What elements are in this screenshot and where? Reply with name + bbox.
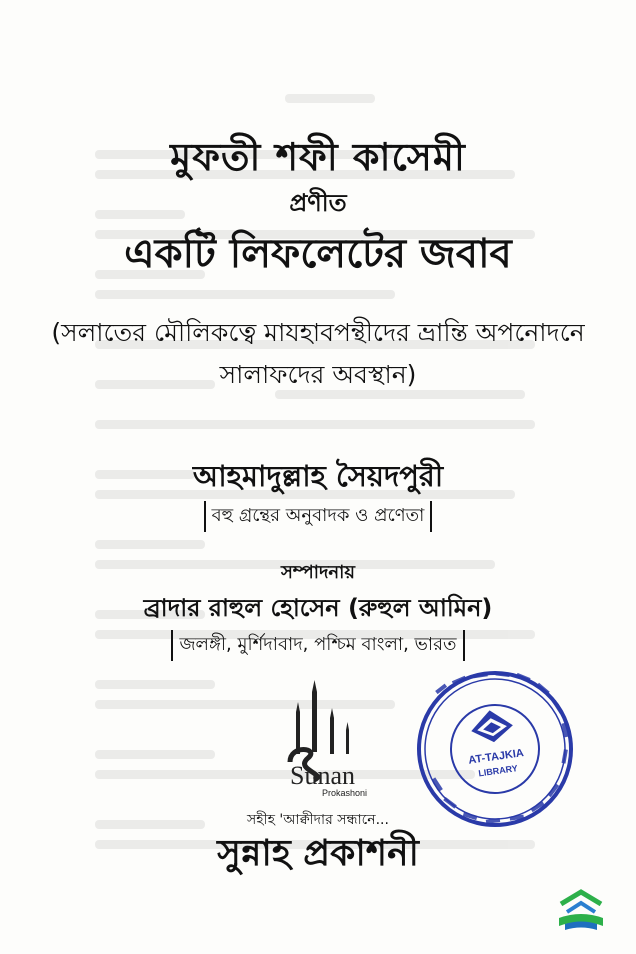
book-subtitle: [0, 312, 636, 396]
book-title: একটি লিফলেটের জবাব: [124, 231, 512, 277]
publisher-tagline: সহীহ 'আক্বীদার সন্ধানে...: [247, 812, 389, 828]
logo-name: Sunan: [290, 761, 355, 790]
subtitle-line-1: (সলাতের মৌলিকত্বে মাযহাবপন্থীদের ভ্রান্তি অপনোদনে: [51, 318, 585, 347]
editor-place-wrap: [0, 630, 636, 661]
stamp-text-1: AT-TAJKIA: [467, 747, 525, 767]
author-name: মুফতী শফী কাসেমী: [170, 135, 466, 179]
pronito-label: প্রণীত: [289, 189, 347, 217]
publisher-name: সুন্নাহ প্রকাশনী: [217, 833, 419, 874]
mosque-minaret-logo-icon: [268, 678, 378, 800]
subtitle-line-2: সালাফদের অবস্থান): [219, 360, 417, 389]
writer-name: আহমাদুল্লাহ সৈয়দপুরী: [192, 459, 444, 493]
book-chevron-logo-icon: [553, 888, 609, 934]
editor-name: ব্রাদার রাহুল হোসেন (রুহুল আমিন): [143, 594, 493, 622]
editor-label: সম্পাদনায়: [281, 562, 355, 583]
writer-role: বহু গ্রন্থের অনুবাদক ও প্রণেতা: [204, 501, 433, 532]
library-stamp-icon: [404, 658, 587, 841]
editor-place: জলঙ্গী, মুর্শিদাবাদ, পশ্চিম বাংলা, ভারত: [171, 630, 464, 661]
writer-role-wrap: [0, 501, 636, 532]
logo-sub: Prokashoni: [322, 788, 368, 798]
stamp-text-2: LIBRARY: [477, 763, 519, 779]
